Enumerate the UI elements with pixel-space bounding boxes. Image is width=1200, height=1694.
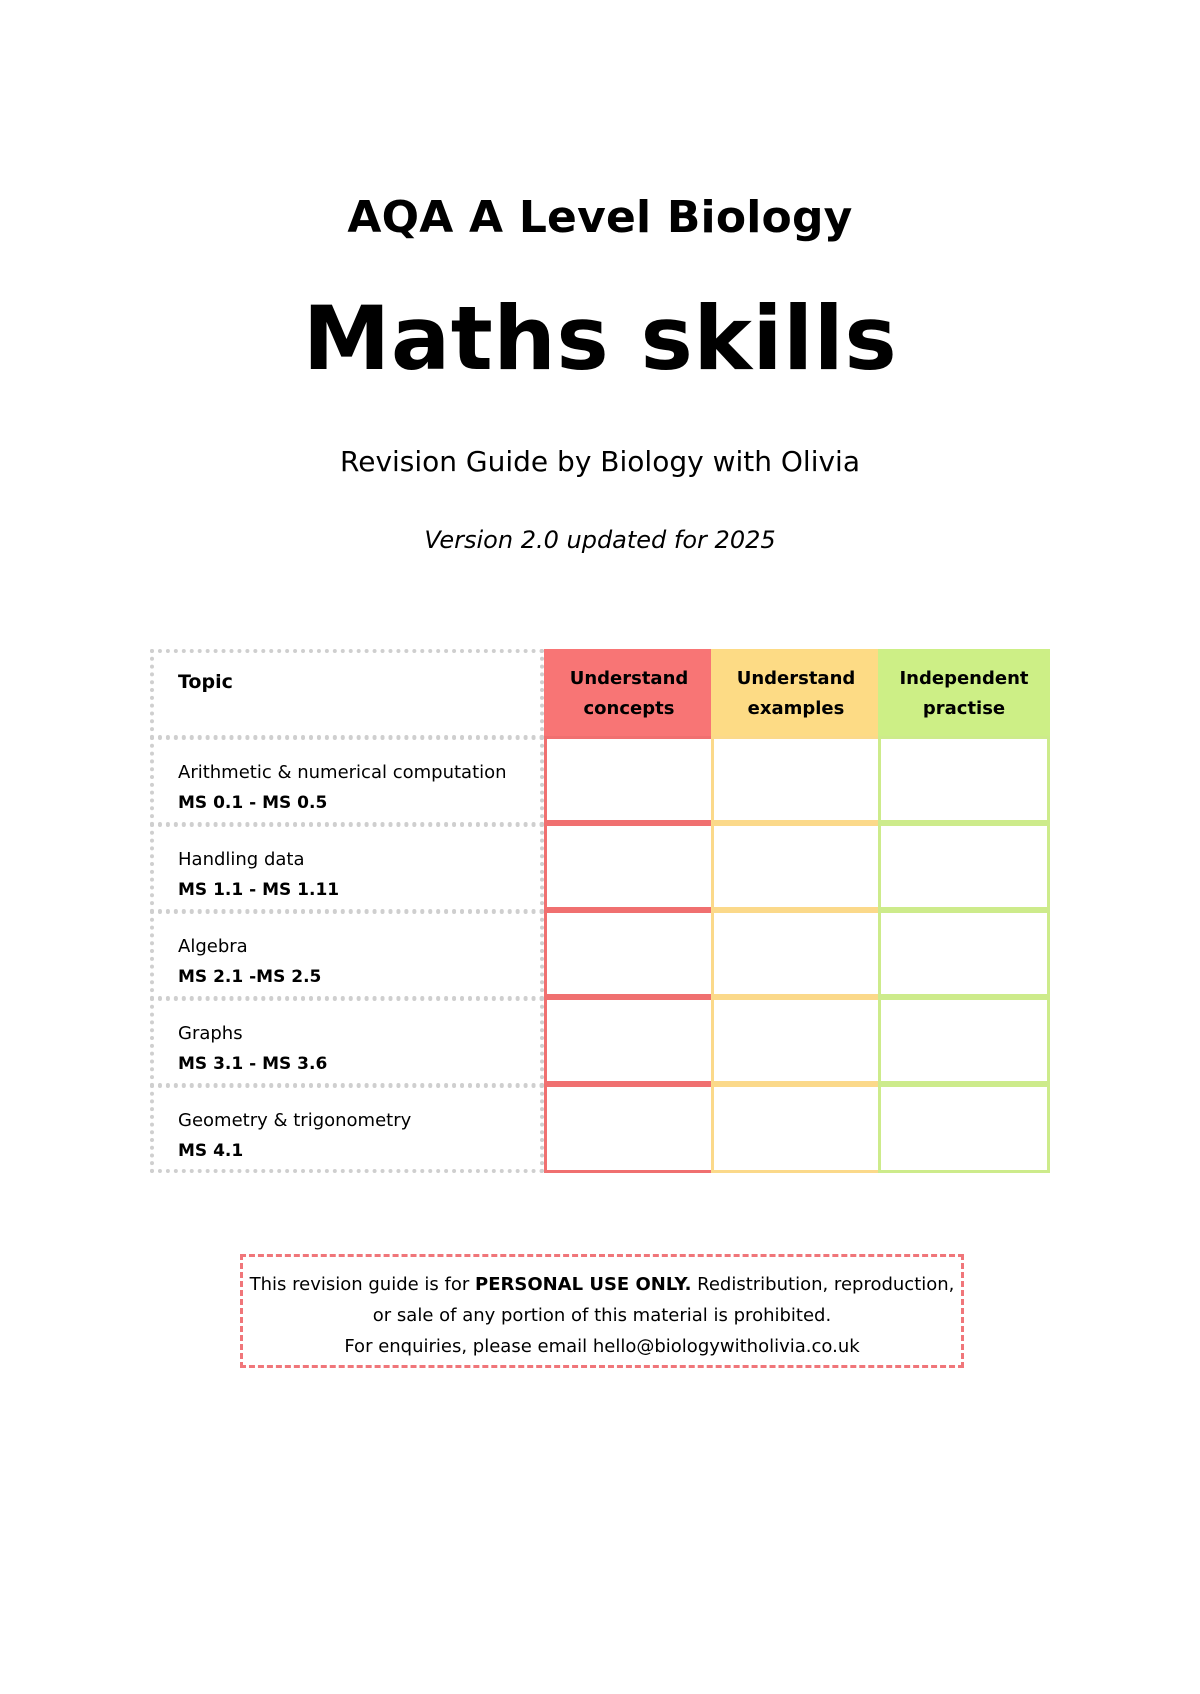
topic-name: Graphs xyxy=(178,1023,243,1044)
status-header-line: Independent xyxy=(899,668,1029,689)
status-header-line: Understand xyxy=(736,668,856,689)
topic-row xyxy=(150,736,544,826)
topic-header: Topic xyxy=(178,671,233,693)
topic-name: Handling data xyxy=(178,849,305,870)
notice-line-3: For enquiries, please email hello@biologywitholivia.co.uk xyxy=(344,1336,860,1357)
topic-row xyxy=(150,997,544,1087)
status-header-practise xyxy=(878,649,1050,739)
topic-ref: MS 1.1 - MS 1.11 xyxy=(178,880,340,900)
notice-suffix: Redistribution, reproduction, xyxy=(691,1274,955,1295)
status-header-concepts xyxy=(544,649,714,739)
topic-header-cell xyxy=(150,649,544,739)
notice-prefix: This revision guide is for xyxy=(249,1274,475,1295)
topic-ref: MS 0.1 - MS 0.5 xyxy=(178,793,328,813)
progress-tracker-table xyxy=(150,649,1050,1173)
notice-line-1 xyxy=(243,1269,961,1300)
status-header-line: practise xyxy=(922,698,1006,719)
subject-heading: AQA A Level Biology xyxy=(347,192,853,243)
status-header-line: examples xyxy=(747,698,845,719)
status-header-line: concepts xyxy=(583,698,675,719)
status-cell[interactable] xyxy=(711,823,881,910)
topic-ref: MS 4.1 xyxy=(178,1141,244,1161)
topic-name: Geometry & trigonometry xyxy=(178,1110,412,1131)
page-title: Maths skills xyxy=(302,287,898,390)
topic-ref: MS 2.1 -MS 2.5 xyxy=(178,967,322,987)
topic-row xyxy=(150,823,544,913)
status-column-concepts xyxy=(544,649,714,1173)
topic-row xyxy=(150,1084,544,1173)
status-cell[interactable] xyxy=(878,823,1050,910)
status-column-practise xyxy=(878,649,1050,1173)
status-header-examples xyxy=(711,649,881,739)
status-cell[interactable] xyxy=(878,1084,1050,1173)
byline: Revision Guide by Biology with Olivia xyxy=(340,445,860,478)
status-cell[interactable] xyxy=(544,910,714,997)
notice-emphasis: PERSONAL USE ONLY. xyxy=(475,1274,692,1295)
topic-name: Arithmetic & numerical computation xyxy=(178,762,507,783)
status-cell[interactable] xyxy=(544,823,714,910)
status-cell[interactable] xyxy=(878,736,1050,823)
status-header-line: Understand xyxy=(569,668,689,689)
version-note: Version 2.0 updated for 2025 xyxy=(424,526,776,554)
status-column-examples xyxy=(711,649,881,1173)
status-cell[interactable] xyxy=(711,1084,881,1173)
status-cell[interactable] xyxy=(711,997,881,1084)
usage-notice xyxy=(240,1254,964,1368)
status-cell[interactable] xyxy=(544,736,714,823)
status-cell[interactable] xyxy=(544,997,714,1084)
status-cell[interactable] xyxy=(878,997,1050,1084)
status-cell[interactable] xyxy=(544,1084,714,1173)
status-cell[interactable] xyxy=(711,910,881,997)
topic-ref: MS 3.1 - MS 3.6 xyxy=(178,1054,328,1074)
topic-column xyxy=(150,649,544,1173)
notice-line-2: or sale of any portion of this material is prohibited. xyxy=(372,1305,832,1326)
topic-name: Algebra xyxy=(178,936,248,957)
status-cell[interactable] xyxy=(711,736,881,823)
status-cell[interactable] xyxy=(878,910,1050,997)
topic-row xyxy=(150,910,544,1000)
